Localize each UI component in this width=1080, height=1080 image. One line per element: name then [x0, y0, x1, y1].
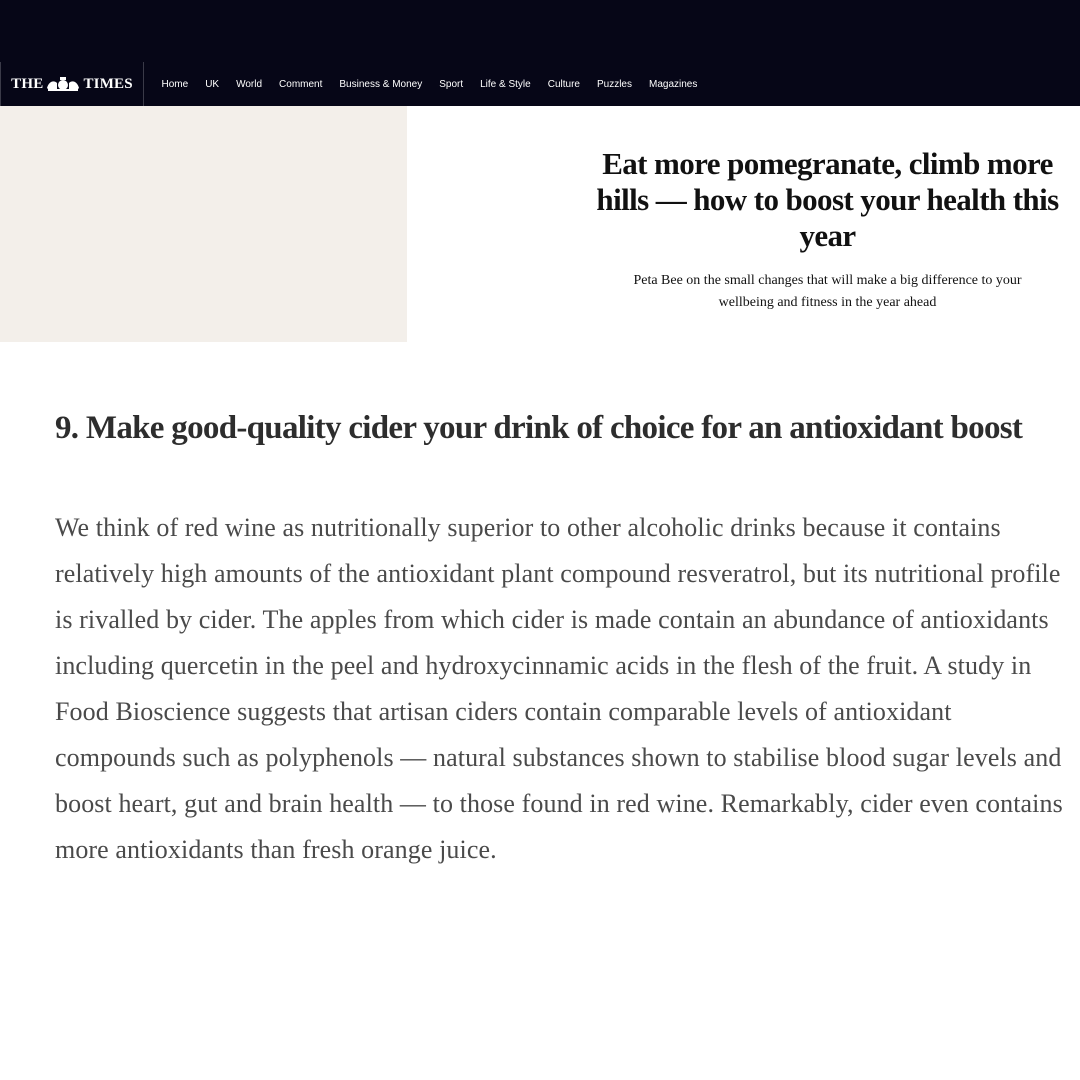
main-navigation	[0, 62, 1080, 106]
article-hero-image	[0, 106, 407, 342]
nav-item-home[interactable]: Home	[161, 78, 189, 90]
nav-item-culture[interactable]: Culture	[547, 78, 580, 90]
article-headline: Eat more pomegranate, climb more hills — how to boost your health this year	[596, 146, 1059, 253]
nav-item-uk[interactable]: UK	[205, 78, 220, 90]
nav-item-puzzles[interactable]: Puzzles	[596, 78, 632, 90]
article-body-paragraph: We think of red wine as nutritionally superior to other alcoholic drinks because it contains relatively high amounts of the antioxidant plant compound resveratrol, but its nutritional profile is rivalled by cider. The apples from which cider is made contain an abundance of antioxidants including quercetin in the peel and hydroxycinnamic acids in the flesh of the fruit. A study in Food Bioscience suggests that artisan ciders contain comparable levels of antioxidant compounds such as polyphenols — natural substances shown to stabilise blood sugar levels and boost heart, gut and brain health — to those found in red wine. Remarkably, cider even contains more antioxidants than fresh orange juice.	[55, 513, 1063, 864]
nav-item-business-money[interactable]: Business & Money	[339, 78, 423, 90]
nav-item-sport[interactable]: Sport	[439, 78, 464, 90]
nav-item-world[interactable]: World	[236, 78, 263, 90]
nav-item-life-style[interactable]: Life & Style	[480, 78, 531, 90]
nav-item-magazines[interactable]: Magazines	[648, 78, 698, 90]
article-header	[595, 146, 1060, 314]
section-heading: 9. Make good-quality cider your drink of choice for an antioxidant boost	[55, 410, 1023, 446]
article-standfirst: Peta Bee on the small changes that will make a big difference to your wellbeing and fitness in the year ahead	[633, 273, 1022, 310]
brand-word-times: TIMES	[83, 75, 133, 92]
site-logo[interactable]	[0, 62, 144, 106]
nav-links	[153, 79, 706, 90]
brand-word-the: THE	[11, 75, 44, 92]
nav-item-comment[interactable]: Comment	[279, 78, 323, 90]
royal-crest-icon	[46, 77, 80, 91]
